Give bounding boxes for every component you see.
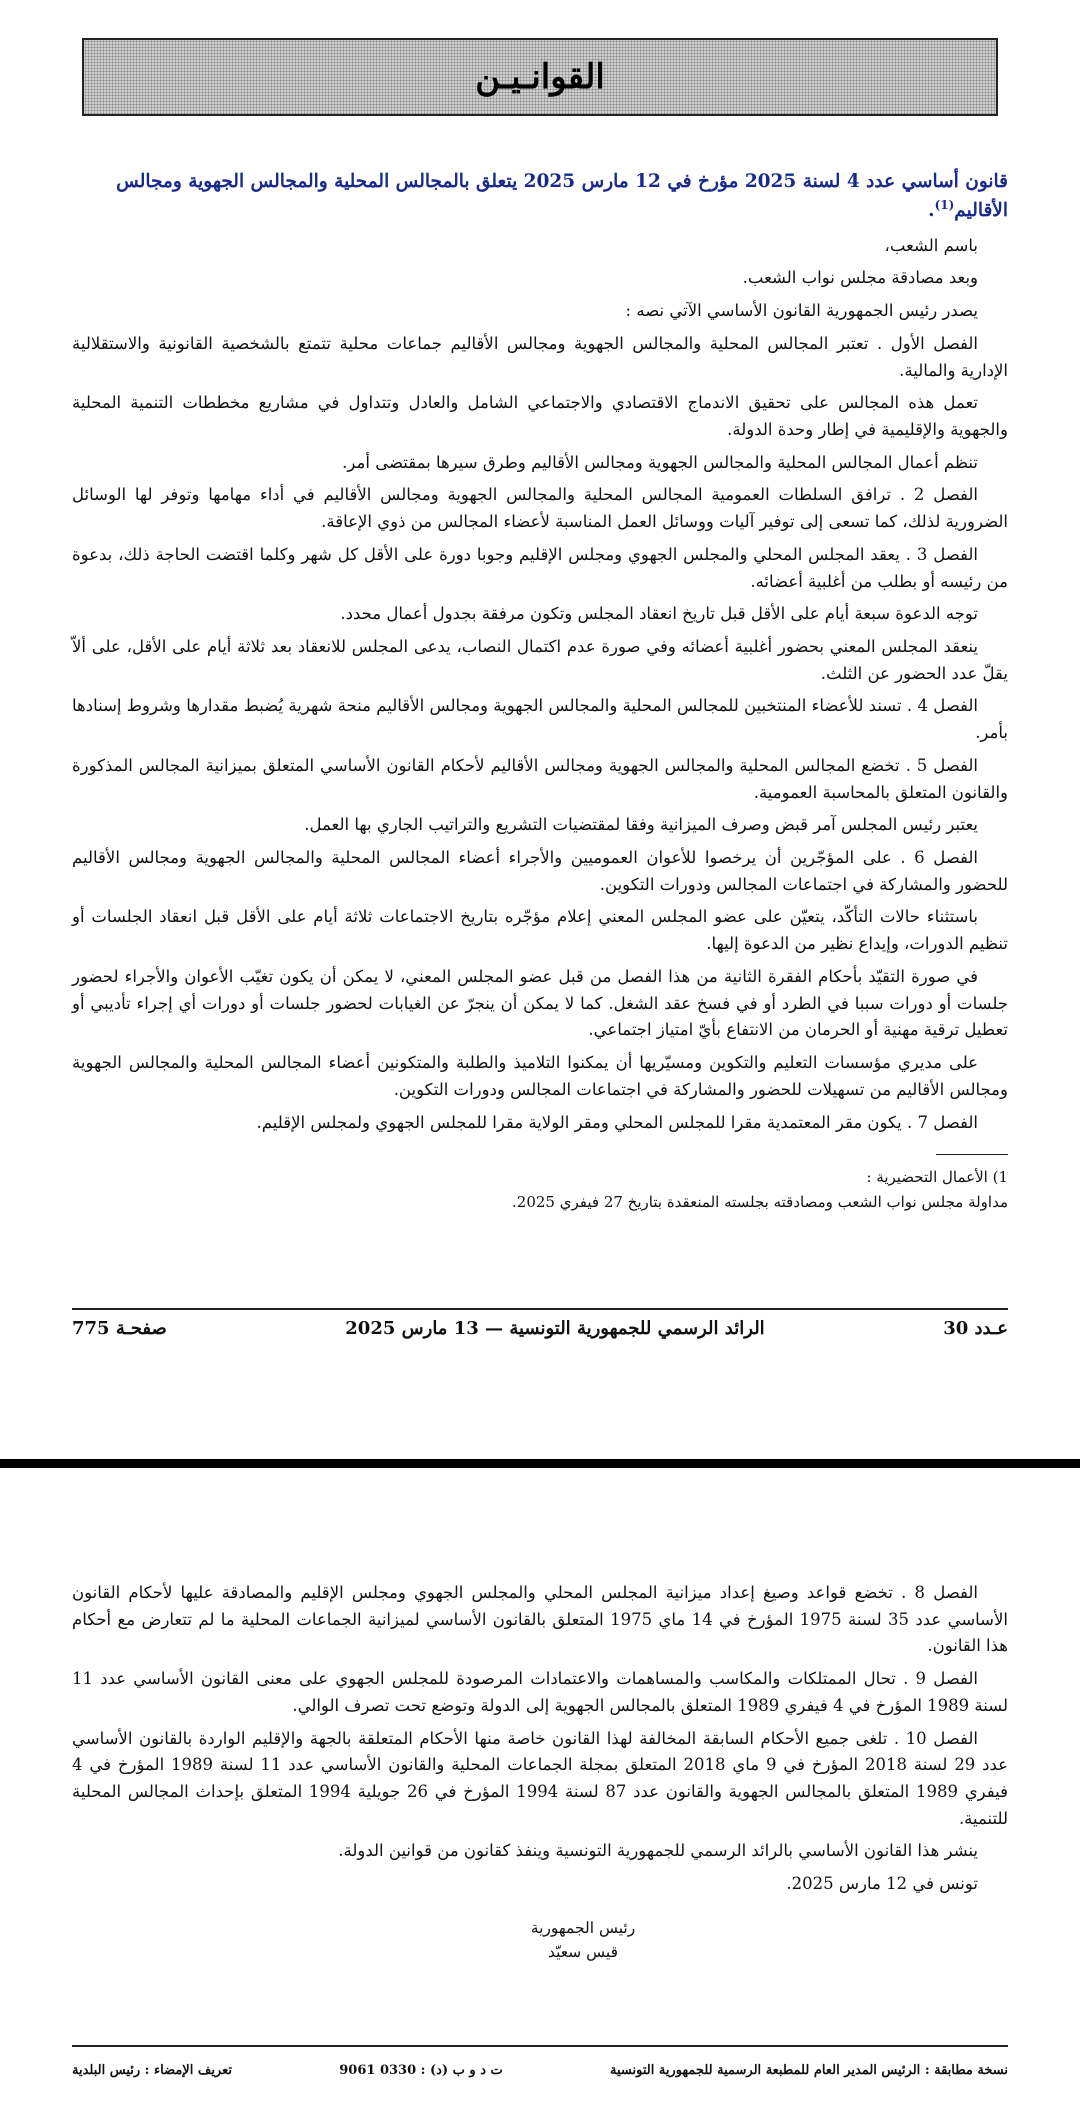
signature-name: قيس سعيّد — [547, 1942, 619, 1961]
banner-title: القوانـيـن — [475, 57, 605, 97]
signature-block — [508, 1916, 658, 1964]
place-date-line: تونس في 12 مارس 2025. — [786, 1874, 978, 1894]
article-paragraph: الفصل 2 . ترافق السلطات العمومية المجالس المحلية والمجالس الجهوية ومجالس الأقاليم في أداء مهامها وتوفر لها الوسائل الضرورية لذلك، كما تسعى إلى توفير آليات ووسائل العمل المناسبة لأعضاء المجالس من ذوي الإعاقة. — [72, 485, 1008, 532]
footnote-title: 1) الأعمال التحضيرية : — [866, 1168, 1008, 1187]
article-paragraph: الفصل 5 . تخضع المجالس المحلية والمجالس الجهوية ومجالس الأقاليم لأحكام القانون الأساسي المتعلق بميزانية المجالس المذكورة والقانون المتعلق بالمحاسبة العمومية. — [72, 755, 1008, 802]
article-paragraph: الفصل 8 . تخضع قواعد وصيغ إعداد ميزانية المجلس المحلي والمجلس الجهوي ومجلس الإقليم والمصادقة عليها لأحكام القانون الأساسي عدد 35 لسنة 1975 المؤرخ في 14 ماي 1975 المتعلق بالقانون الأساسي لميزانية الجماعات المحلية ما لم تتعارض مع أحكام هذا القانون. — [72, 1583, 1008, 1656]
article-paragraph: الفصل 9 . تحال الممتلكات والمكاسب والمساهمات والاعتمادات المرصودة للمجلس الجهوي على معنى القانون الأساسي عدد 11 لسنة 1989 المؤرخ في 4 فيفري 1989 المتعلق بالمجالس الجهوية إلى الدولة وتوضع تحت تصرف الوالي. — [72, 1669, 1008, 1715]
article-paragraph: على مديري مؤسسات التعليم والتكوين ومسيّريها أن يمكنوا التلاميذ والطلبة والمتكونين أعضاء المجالس المحلية والمجالس الجهوية ومجالس الأقاليم من تسهيلات للحضور والمشاركة في اجتماعات المجالس ودورات التكوين. — [72, 1053, 1008, 1099]
article-paragraph: الفصل 7 . يكون مقر المعتمدية مقرا للمجلس المحلي ومقر الولاية مقرا للمجلس الجهوي ولمجلس الإقليم. — [256, 1112, 978, 1132]
article-paragraph: الفصل 4 . تسند للأعضاء المنتخبين للمجالس المحلية والمجالس الجهوية ومجالس الأقاليم منحة شهرية يُضبط مقدارها وشروط إسنادها بأمر. — [72, 696, 1008, 743]
footnote-text: مداولة مجلس نواب الشعب ومصادقته بجلسته المنعقدة بتاريخ 27 فيفري 2025. — [512, 1192, 1008, 1211]
signature-title: رئيس الجمهورية — [530, 1918, 636, 1937]
article-paragraph: باستثناء حالات التأكّد، يتعيّن على عضو المجلس المعني إعلام مؤجّره بتاريخ الاجتماعات ثلاثة أيام على الأقل قبل انعقاد الجلسات أو تنظيم الدورات، وإيداع نظير من الدعوة إليها. — [72, 907, 1008, 954]
article-paragraph: الفصل 6 . على المؤجّرين أن يرخصوا للأعوان العموميين والأجراء أعضاء المجالس المحلية والمجالس الجهوية ومجالس الأقاليم للحضور والمشاركة في اجتماعات المجالس ودورات التكوين. — [72, 848, 1008, 894]
article-paragraph: الفصل 3 . يعقد المجلس المحلي والمجلس الجهوي ومجلس الإقليم وجوبا دورة على الأقل كل شهر وكلما اقتضت الحاجة ذلك، بدعوة من رئيسه أو بطلب من أغلبية أعضائه. — [72, 544, 1008, 591]
certification-center: ت د و ب (د) : 0330 9061 — [339, 2063, 503, 2078]
certification-footer — [72, 2063, 1008, 2078]
article-paragraph: ينعقد المجلس المعني بحضور أغلبية أعضائه وفي صورة عدم اكتمال النصاب، يدعى المجلس للانعقاد بعد ثلاثة أيام على الأقل، على ألاّ يقلّ عدد الحضور عن الثلث. — [72, 637, 1008, 683]
law-title: قانون أساسي عدد 4 لسنة 2025 مؤرخ في 12 مارس 2025 يتعلق بالمجالس المحلية والمجالس الجهوية ومجالس الأقاليم$^{(1)}$. — [116, 171, 1008, 221]
page-one-content — [72, 168, 1008, 1215]
footer-rule — [72, 1308, 1008, 1310]
journal-name-date: الرائد الرسمي للجمهورية التونسية — 13 مارس 2025 — [345, 1318, 765, 1339]
page-two-content — [72, 1580, 1008, 1964]
article-paragraph: تنظم أعمال المجالس المحلية والمجالس الجهوية ومجالس الأقاليم وطرق سيرها بمقتضى أمر. — [342, 452, 978, 472]
bottom-rule — [72, 2045, 1008, 2047]
article-paragraph: يعتبر رئيس المجلس آمر قبض وصرف الميزانية وفقا لمقتضيات التشريع والتراتيب الجاري بها العمل. — [304, 815, 978, 835]
article-paragraph: توجه الدعوة سبعة أيام على الأقل قبل تاريخ انعقاد المجلس وتكون مرفقة بجدول أعمال محدد. — [340, 604, 978, 624]
footnote-ref[interactable]: (1) — [934, 197, 955, 212]
page-number: صفحـة 775 — [72, 1318, 167, 1339]
preamble-line: يصدر رئيس الجمهورية القانون الأساسي الآتي نصه : — [625, 301, 978, 321]
article-paragraph: الفصل 10 . تلغى جميع الأحكام السابقة المخالفة لهذا القانون خاصة منها الأحكام المتعلقة بالجهة والإقليم الواردة بالقانون الأساسي عدد 29 لسنة 2018 المؤرخ في 9 ماي 2018 المتعلق بمجلة الجماعات المحلية والقانون الأساسي عدد 11 لسنة 1989 المؤرخ في 4 فيفري 1989 المتعلق بالمجالس الجهوية والقانون عدد 87 لسنة 1994 المؤرخ في 26 جويلية 1994 المتعلق بإحداث المجالس المحلية للتنمية. — [72, 1728, 1009, 1828]
section-banner — [82, 38, 998, 116]
preamble-line: باسم الشعب، — [884, 235, 978, 255]
article-paragraph: الفصل الأول . تعتبر المجالس المحلية والمجالس الجهوية ومجالس الأقاليم جماعات محلية تتمتع بالشخصية القانونية والاستقلالية الإدارية والمالية. — [72, 333, 1008, 380]
issue-number: عـدد 30 — [943, 1318, 1008, 1339]
certification-left: تعريف الإمضاء : رئيس البلدية — [72, 2063, 232, 2078]
publication-line: ينشر هذا القانون الأساسي بالرائد الرسمي للجمهورية التونسية وينفذ كقانون من قوانين الدولة. — [338, 1841, 978, 1861]
preamble-line: وبعد مصادقة مجلس نواب الشعب. — [742, 268, 978, 288]
page-divider — [0, 1459, 1080, 1468]
footnote-separator — [936, 1154, 1008, 1155]
article-paragraph: في صورة التقيّد بأحكام الفقرة الثانية من هذا الفصل من قبل عضو المجلس المعني، لا يمكن أن يكون تغيّب الأعوان والأجراء لحضور جلسات أو دورات سببا في الطرد أو في فسخ عقد الشغل. كما لا يمكن أن ينجرّ عن الغيابات لحضور جلسات أو دورات أي إجراء تأديبي أو تعطيل ترقية مهنية أو الحرمان من الانتفاع بأيّ امتياز اجتماعي. — [72, 966, 1008, 1040]
article-paragraph: تعمل هذه المجالس على تحقيق الاندماج الاقتصادي والاجتماعي الشامل والعادل وتتداول في مشاريع مخططات التنمية المحلية والجهوية والإقليمية في إطار وحدة الدولة. — [72, 393, 1008, 439]
certification-right: نسخة مطابقة : الرئيس المدير العام للمطبعة الرسمية للجمهورية التونسية — [610, 2063, 1008, 2078]
page-footer — [72, 1318, 1008, 1339]
law-title-text: قانون أساسي عدد 4 لسنة 2025 مؤرخ في 12 مارس 2025 يتعلق بالمجالس المحلية والمجالس الجهوية ومجالس الأقاليم — [116, 171, 1008, 221]
